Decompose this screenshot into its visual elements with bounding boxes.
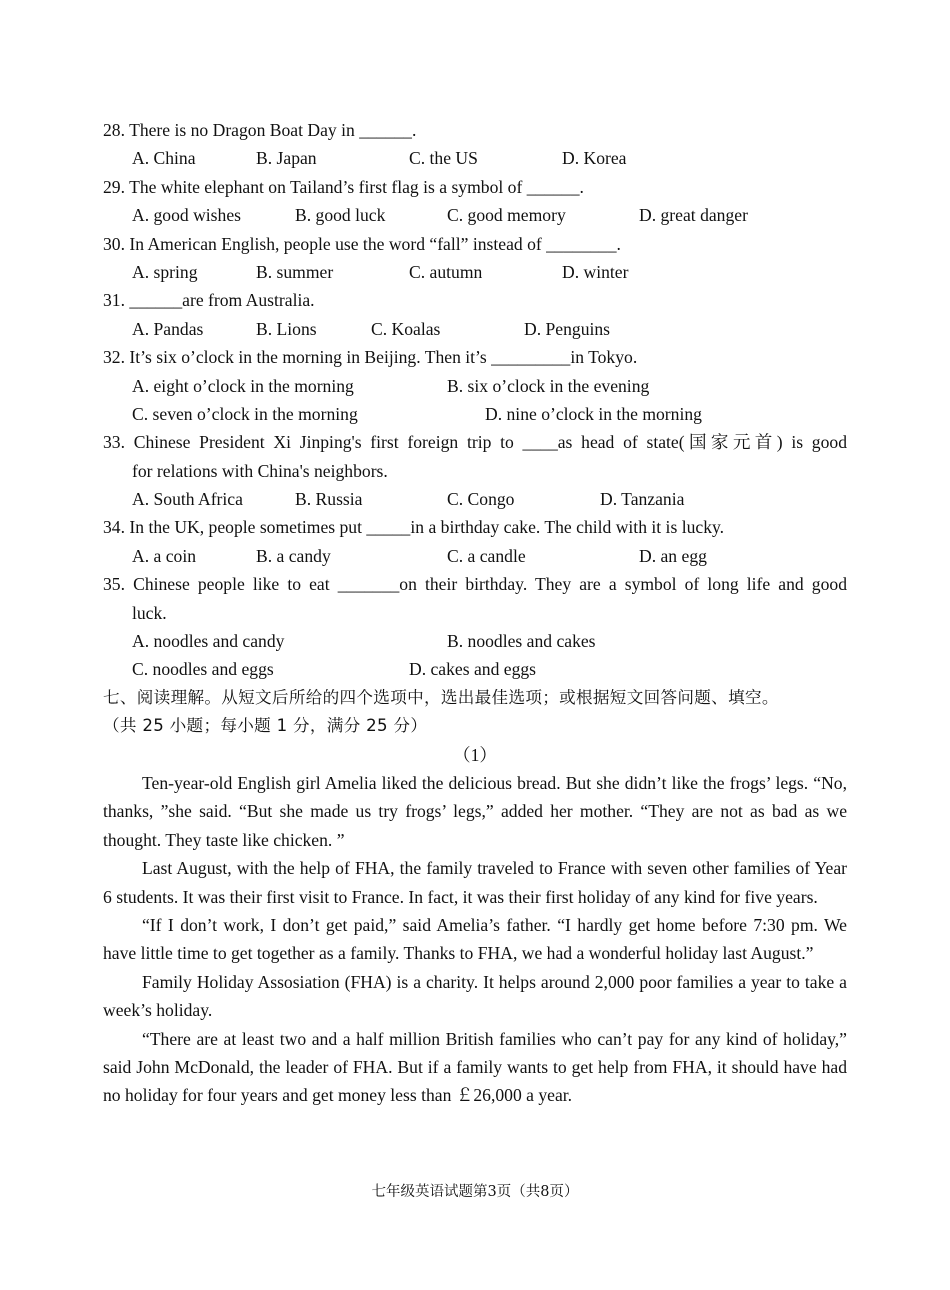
question-30: 30. In American English, people use the word “fall” instead of ________. [103,233,621,254]
option-b: B. Russia [295,489,363,510]
passage-number: （1） [453,744,497,765]
question-33-line2: for relations with China's neighbors. [132,460,388,481]
passage-paragraph: Ten-year-old English girl Amelia liked the delicious bread. But she didn’t like the frogs’ legs. “No, thanks, ”she said. “But she made us try frogs’ legs,” added her mother. “They are not as bad as we thought. They taste like chicken. ” [103,772,847,850]
option-a: A. a coin [132,545,197,566]
section-heading: 七、阅读理解。从短文后所给的四个选项中，选出最佳选项；或根据短文回答问题、填空。 [103,687,779,707]
option-d: D. an egg [639,545,707,566]
option-b: B. six o’clock in the evening [447,375,650,396]
options-30 [103,258,847,286]
option-a: A. spring [132,261,198,282]
option-d: D. winter [562,261,629,282]
page-footer: 七年级英语试题第3页（共8页） [371,1184,579,1200]
option-b: B. good luck [295,205,386,226]
options-32-row2 [103,400,847,428]
options-35-row1 [103,627,847,655]
option-a: A. Pandas [132,318,204,339]
option-c: C. Koalas [371,318,441,339]
option-b: B. Japan [256,148,317,169]
option-a: A. eight o’clock in the morning [132,375,354,396]
option-d: D. nine o’clock in the morning [485,403,702,424]
option-c: C. autumn [409,261,483,282]
options-35-row2 [103,655,847,683]
option-b: B. noodles and cakes [447,631,596,652]
option-a: A. South Africa [132,489,243,510]
question-32: 32. It’s six o’clock in the morning in Beijing. Then it’s _________in Tokyo. [103,347,638,368]
option-c: C. noodles and eggs [132,659,274,680]
option-d: D. Korea [562,148,627,169]
question-35-line1: 35. Chinese people like to eat _______on their birthday. They are a symbol of long life and good [103,574,847,595]
option-c: C. seven o’clock in the morning [132,403,358,424]
options-34 [103,542,847,570]
passage-paragraph: “There are at least two and a half million British families who can’t pay for any kind of holiday,” said John McDonald, the leader of FHA. But if a family wants to get help from FHA, it should have had no holiday for four years and get money less than ￡26,000 a year. [103,1028,847,1106]
option-a: A. China [132,148,196,169]
exam-page [103,116,847,1110]
passage-paragraph: Last August, with the help of FHA, the family traveled to France with seven other families of Year 6 students. It was their first visit to France. In fact, it was their first holiday of any kind for five years. [103,858,847,907]
option-d: D. cakes and eggs [409,659,537,680]
option-d: D. Penguins [524,318,611,339]
options-28 [103,144,847,172]
options-29 [103,201,847,229]
option-a: A. noodles and candy [132,631,285,652]
question-28: 28. There is no Dragon Boat Day in ______. [103,120,417,140]
question-31: 31. ______are from Australia. [103,290,315,311]
options-32-row1 [103,372,847,400]
options-31 [103,315,847,343]
option-c: C. the US [409,148,478,169]
passage-paragraph: “If I don’t work, I don’t get paid,” said Amelia’s father. “I hardly get home before 7:30 pm. We have little time to get together as a family. Thanks to FHA, we had a wonderful holiday last August.” [103,915,847,964]
option-d: D. Tanzania [600,489,685,510]
options-33 [103,485,847,513]
option-a: A. good wishes [132,205,241,226]
section-scoring: （共 25 小题；每小题 1 分，满分 25 分） [103,716,428,736]
option-b: B. Lions [256,318,317,339]
option-c: C. a candle [447,545,526,566]
passage-paragraph: Family Holiday Assosiation (FHA) is a charity. It helps around 2,000 poor families a year to take a week’s holiday. [103,971,847,1021]
option-b: B. a candy [256,545,331,566]
option-c: C. good memory [447,205,566,226]
question-35-line2: luck. [132,602,167,623]
question-29: 29. The white elephant on Tailand’s first flag is a symbol of ______. [103,176,584,197]
question-33-line1: 33. Chinese President Xi Jinping's first foreign trip to ____as head of state(国家元首) is good [103,432,847,453]
option-c: C. Congo [447,489,515,510]
option-b: B. summer [256,261,334,282]
option-d: D. great danger [639,205,748,226]
question-34: 34. In the UK, people sometimes put _____in a birthday cake. The child with it is lucky. [103,517,725,538]
